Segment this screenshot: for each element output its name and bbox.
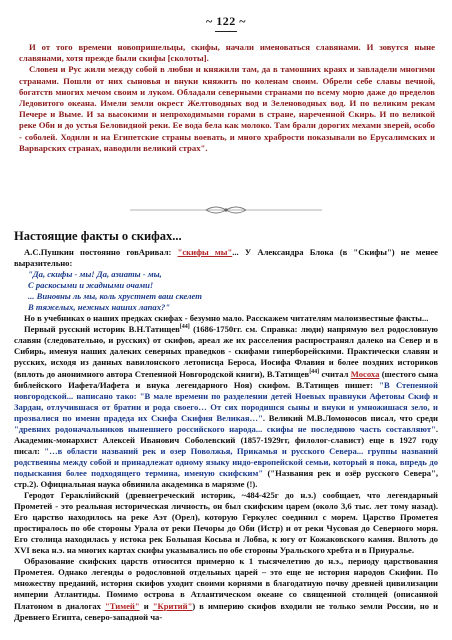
- footnote-ref[interactable]: [44]: [309, 368, 320, 375]
- page-number-text: ~ 122 ~: [206, 14, 246, 28]
- section-heading: Настоящие факты о скифах...: [14, 229, 182, 243]
- ornamental-divider: [128, 203, 324, 217]
- quote-link[interactable]: "скифы мы": [177, 247, 233, 257]
- text: ) в империю скифов входили не только земли России, но и Древнего Египта, северо-западной ча-: [14, 600, 439, 622]
- main-section: [14, 229, 438, 623]
- text: . Великий М.В.Ломоносов писал, что среди: [262, 412, 438, 423]
- critias-link[interactable]: "Критий": [152, 600, 193, 611]
- text: ... У Александра Блока (в "Скифы") не менее выразительно:: [14, 247, 438, 269]
- paragraph: [14, 556, 438, 622]
- text: считал: [319, 368, 351, 379]
- paragraph: Но в учебниках о наших предках скифах - безумно мало. Расскажем читателям малоизвестные факты...: [24, 313, 429, 324]
- poem-quote: [28, 269, 438, 313]
- page-number: [0, 14, 452, 32]
- top-paragraph: И от того времени новопришельцы, скифы, начали именоваться славянами. И зовутся ныне славянами, хотя прежде были скифы [сколоты].: [19, 42, 435, 64]
- poem-line: В тяжелых, нежных наших лапах?": [28, 302, 171, 313]
- timaeus-link[interactable]: "Тимей": [105, 600, 140, 611]
- text: А.С.Пушкин постоянно говАривал:: [24, 247, 178, 257]
- text: и: [139, 600, 153, 611]
- text: Первый русский историк В.Н.Татищев: [24, 324, 180, 335]
- text: (шестого сына библейского Иафета/Иафета и внука легендарного Ноя) скифом. В.Татищев пишет:: [14, 368, 438, 390]
- poem-line: ... Виновны ль мы, коль хрустнет ваш скелет: [28, 291, 202, 302]
- text: (1686-1750гг. см. Справка: люди) напрямую вел родословную славян (следовательно, и русских) от скифов, ареал же их расселения распространял далеко на Север и в Сибирь, именуя наших далеких северных праведков - скифами гиперборейскими. Практически славян и русских, исходя из данных вавилонского летописца Бероса, Иосифа Флавия и более поздних историков (вплоть до анонимного автора Степенной Новгородской книги), В.Татищев: [14, 324, 439, 379]
- top-section: [19, 42, 435, 154]
- footnote-ref[interactable]: [44]: [179, 324, 190, 331]
- paragraph: [14, 324, 438, 490]
- poem-line: "Да, скифы - мы! Да, азиаты - мы,: [28, 269, 162, 280]
- page-number-underline: [215, 31, 237, 32]
- paragraph: Геродот Геракліийский (древнегреческий историк, ~484-425г до н.э.) сообщает, что легендарный Прометей - это реальная историческая личность, он был скифским царем (около 3,6 тыс. лет тому назад). Его царство находилось на реке Аэт (Орел), которую Геркулес соединил с морем. Царство Прометея простиралось по обе стороны Урала от реки Печоры до Оби (Истр) и от реки Чусовая до Северного моря. Его столица находилась у истока рек Большая Косьва и Лобва, к югу от Кожаковского камня. Вплоть до XVI века н.э. на многих картах скифы указывались по обе стороны Уральского хребта и в Приуралье.: [14, 490, 438, 556]
- quote-text: "…в области названий рек и озер Поволжья, Прикамья и русского Севера... группы названий родственны между собой и принадлежат одному языку индо-европейской семьи, который я пока, впредь до подыскания более подходящего термина, именую скифским": [14, 445, 439, 478]
- quote-text: "древних родоначальников нынешнего российского народа... скифы не последнюю часть составляют": [14, 423, 436, 434]
- mosoh-link[interactable]: Мосоха: [350, 368, 380, 379]
- top-paragraph: Словен и Рус жили между собой в любви и княжили там, да в тамошних краях и завладели многими странами. Пошли от них сыновья и внуки княжить по коленам своим. Обрели себе славы вечной, богатств многих мечом своим и луком. Обладали северными странами по всему морю даже до пределов Ледовитого океана. Имели земли окрест Желтоводных вод и Зеленоводных вод. И по великим рекам Печере и Выме. И за высокими и непроходимыми горами в стране, нареченной Скирь. И по великой реке Оби и до устья Беловидной реки. Ее вода бела как молоко. Там брали дорогих мехами зверей, особо - соболей. Ходили и на Египетские страны воевать, и много храбрости показывали во Ерусалимских и Варварских странах, наводили великий страх".: [19, 64, 435, 153]
- text: Образование скифских царств относится примерно к 1 тысячелетию до н.э., периоду царствования Прометея. Однако легенды о родословной отдельных царей – это еще не история народов Скифии. По множеству преданий, история скифов уходит своими корнями в благодатную почву древней цивилизации империи Атлантиды. Помимо острова в Атлантическом океане со священной столицей (описанной Платоном в диалогах: [14, 556, 438, 611]
- quote-text: "В Степенной новгородской... написано тако: "В мале времени по разделении детей Ноевых правнуки Афетовы Скиф и Зардан, отлучившася от братии и рода своего… От сих породишся сыны и внуки и умножишася зело, и прозвалися по имени прадеда их Скифа Скифия Великая…": [14, 379, 438, 423]
- text: . Академик-монархист Алексей Иванович Соболевский (1857-1929гг, филолог-славист) еще в 1927 году писал:: [14, 423, 438, 456]
- paragraph: [14, 247, 438, 269]
- text: ("Названия рек и озёр русского Севера", стр.2). Официальная наука обвинила академика в марязме (!).: [14, 467, 438, 489]
- poem-line: С раскосыми и жадными очами!: [28, 280, 154, 291]
